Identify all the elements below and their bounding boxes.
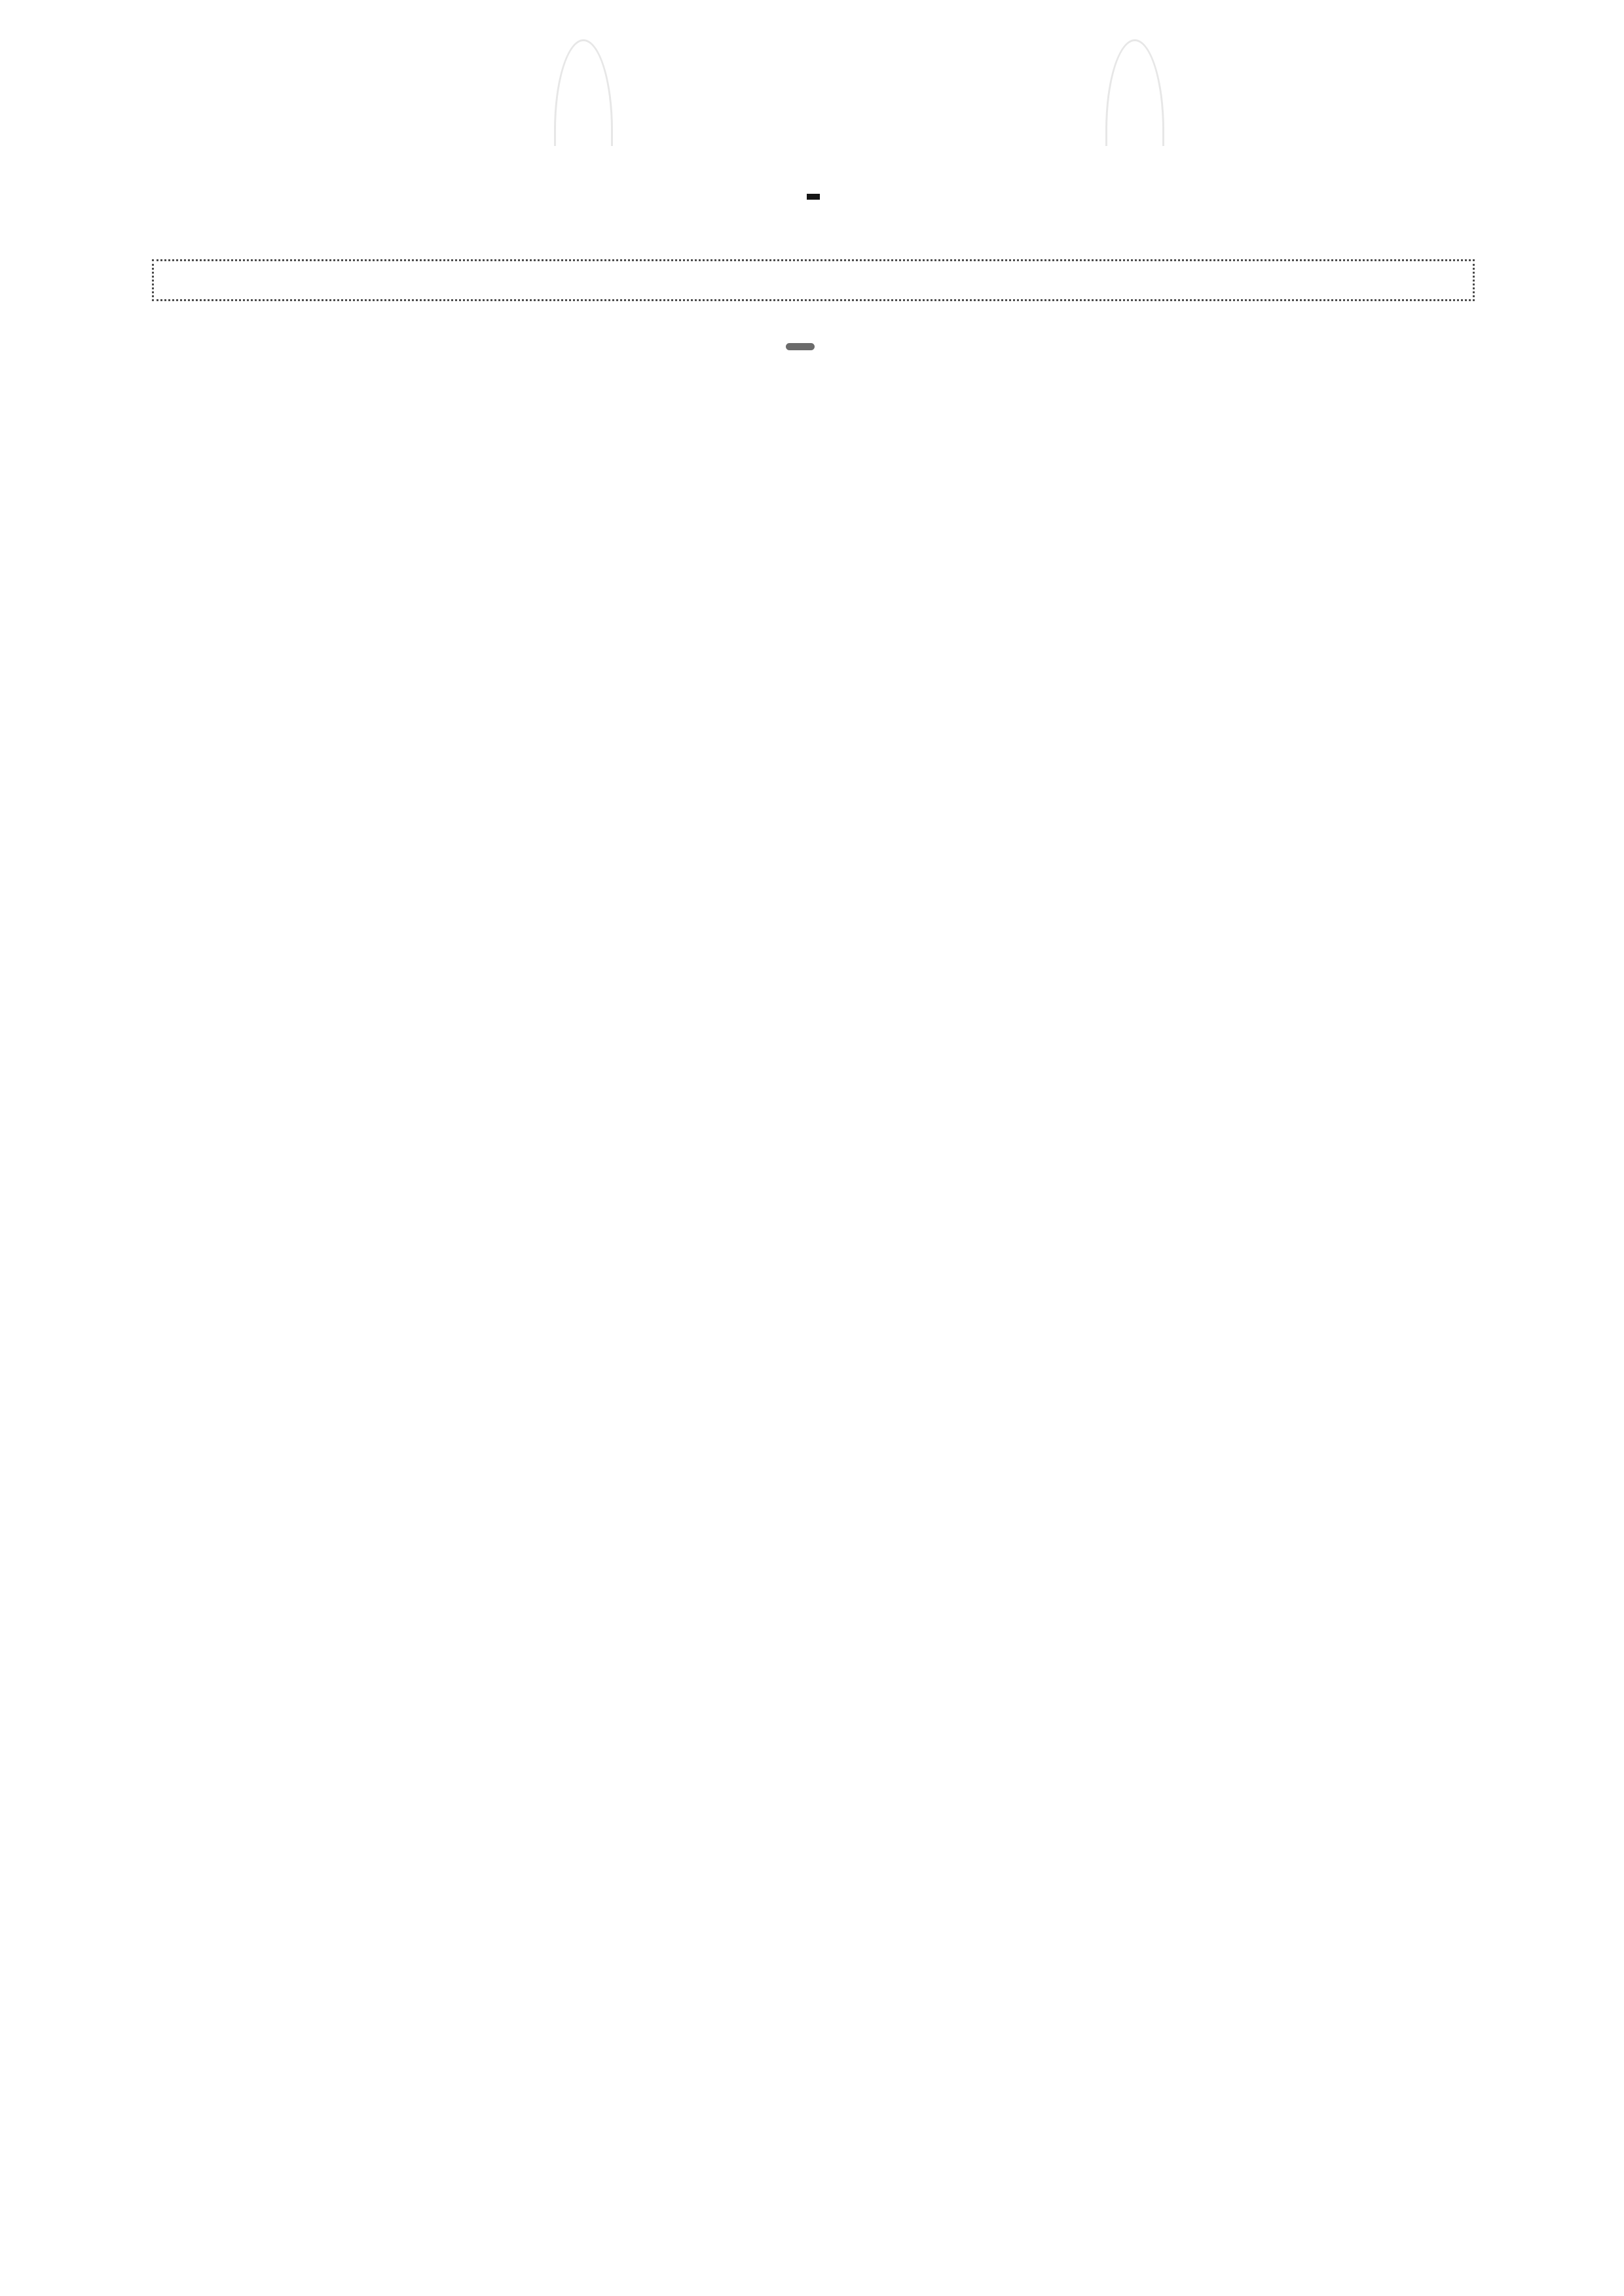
page-title — [807, 182, 820, 200]
org-signature — [152, 343, 1475, 355]
ex-logo-icon — [786, 343, 812, 350]
ex-logo — [786, 343, 812, 355]
safety-rules-box — [152, 259, 1475, 301]
title-wrap — [152, 182, 1475, 203]
document-content — [0, 0, 1624, 355]
